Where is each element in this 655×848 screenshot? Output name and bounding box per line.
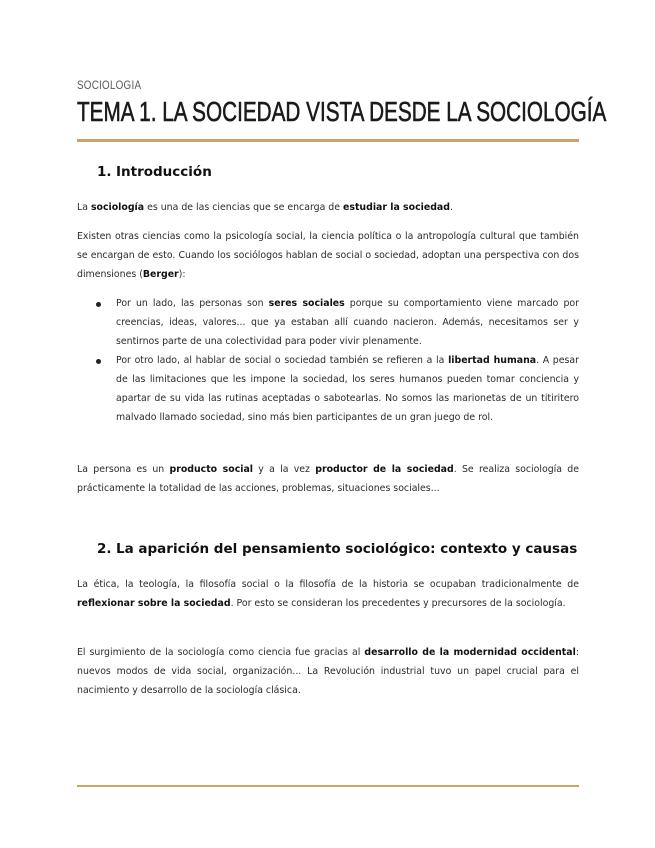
bold-term: reflexionar sobre la sociedad: [77, 598, 231, 609]
dimensions-list: [77, 294, 579, 427]
text-run: . Se realiza sociología de prácticamente la totalidad de las acciones, problemas, situaciones sociales...: [77, 464, 579, 494]
list-item: [77, 294, 579, 351]
text-run: La persona es un: [77, 464, 170, 475]
paragraph-surgimiento: [77, 643, 579, 700]
text-run: .: [449, 202, 453, 213]
text-run: . Por esto se consideran los precedentes y precursores de la sociología.: [230, 598, 566, 609]
section-heading-introduccion: [97, 164, 212, 180]
section-title: La aparición del pensamiento sociológico: contexto y causas: [116, 541, 578, 557]
page-title: TEMA 1. LA SOCIEDAD VISTA DESDE LA SOCIOLOGÍA: [77, 96, 607, 127]
text-run: La ética, la teología, la filosofía social o la filosofía de la historia se ocupaban tradicionalmente de: [77, 579, 579, 590]
text-run: Por un lado, las personas son: [116, 298, 269, 309]
section-heading-aparicion: [97, 541, 577, 557]
text-run: Existen otras ciencias como la psicología social, la ciencia política o la antropología cultural que también se encargan de esto. Cuando los sociólogos hablan de social o sociedad, adoptan una perspectiva con dos dimensiones (: [77, 231, 579, 280]
text-run: ):: [178, 269, 186, 280]
bold-term: desarrollo de la modernidad occidental: [364, 647, 576, 658]
paragraph-other-sciences: [77, 227, 579, 284]
section-number: 1.: [97, 164, 112, 180]
subject-label: SOCIOLOGIA: [77, 78, 142, 92]
paragraph-intro-definition: [77, 198, 579, 217]
text-run: . A pesar de las limitaciones que les impone la sociedad, los seres humanos pueden tomar conciencia y apartar de su vida las rutinas aceptadas o sabotearlas. No somos las marionetas de un titiritero malvado llamado sociedad, sino más bien participantes de un gran juego de rol.: [116, 355, 579, 423]
bold-term: productor de la sociedad: [315, 464, 454, 475]
bullet-icon: [96, 359, 101, 364]
text-run: Por otro lado, al hablar de social o sociedad también se refieren a la: [116, 355, 449, 366]
text-run: porque su comportamiento viene marcado por creencias, ideas, valores... que ya estaban allí cuando nacieron. Además, necesitamos ser y sentirnos parte de una colectividad para poder vivir plenamente.: [116, 298, 580, 347]
bold-term: estudiar la sociedad: [343, 202, 450, 213]
text-run: es una de las ciencias que se encarga de: [144, 202, 344, 213]
bold-term: producto social: [169, 464, 254, 475]
text-run: y a la vez: [253, 464, 316, 475]
footer-divider: [77, 785, 579, 787]
bold-term: seres sociales: [268, 298, 345, 309]
list-item: [77, 351, 579, 427]
bold-term: Berger: [142, 269, 179, 280]
text-run: : nuevos modos de vida social, organización... La Revolución industrial tuvo un papel crucial para el nacimiento y desarrollo de la sociología clásica.: [77, 647, 579, 696]
paragraph-precursores: [77, 575, 579, 613]
text-run: El surgimiento de la sociología como ciencia fue gracias al: [77, 647, 365, 658]
section-number: 2.: [97, 541, 112, 557]
title-divider: [77, 139, 579, 142]
text-run: La: [77, 202, 91, 213]
bold-term: sociología: [90, 202, 145, 213]
bold-term: libertad humana: [448, 355, 537, 366]
section-title: Introducción: [116, 164, 212, 180]
paragraph-persona: [77, 460, 579, 498]
bullet-icon: [96, 302, 101, 307]
